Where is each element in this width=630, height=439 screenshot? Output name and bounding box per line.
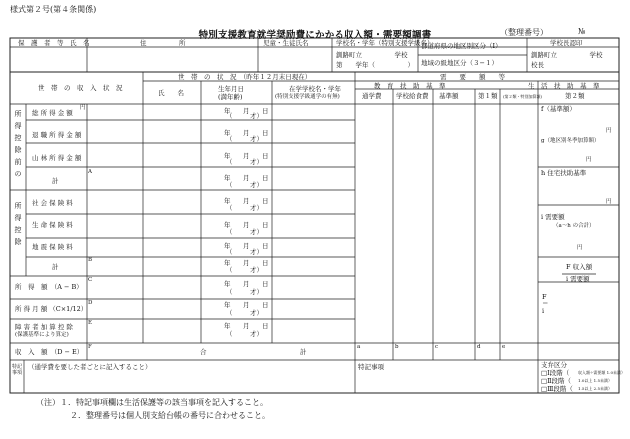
region-grade: 地域の級地区分（３−１）: [421, 59, 498, 67]
frac-equals: ＝: [542, 299, 549, 307]
winter-addition-label: g（地区別冬季加算額）: [541, 138, 600, 144]
school-grade-header: 学校名・学年（特別支援学級名）: [336, 39, 434, 47]
monthly-income-label: 所 得 月 額 （C×1/12）: [15, 305, 88, 313]
guardian-name-header: 保 護 者 等 氏 名: [18, 39, 90, 47]
principal-line2: 校長: [531, 61, 544, 69]
page-title: 特別支援教育就学奨励費にかかる収入額・需要額調書: [198, 30, 432, 41]
support-class-label: 支弁区分: [541, 361, 567, 369]
footnote-1: （注）１．特記事項欄は生活保護等の該当事項を記入すること。: [36, 398, 268, 407]
commute-col: 通学費: [362, 92, 382, 100]
footnote-2: ２．整理番号は個人別支給台帳の番号に合わせること。: [70, 411, 270, 420]
edu-aid-header: 教 育 扶 助 基 準: [374, 82, 446, 90]
ratio-bottom: i 需要額: [566, 275, 590, 283]
yen-f: 円: [606, 128, 612, 134]
second-class-col: 第２類: [565, 92, 585, 100]
yen-mark: 円: [80, 105, 86, 111]
reference-number-label: （整理番号）: [500, 28, 548, 37]
frac-numerator: F: [542, 293, 547, 301]
pre-deduction-group-label: 所得控除前の: [14, 110, 22, 178]
social-ins-label: 社 会 保 険 料: [32, 199, 73, 207]
yen-i: 円: [577, 245, 583, 251]
marker-e: E: [88, 320, 93, 326]
marker-a-upper: A: [88, 169, 92, 175]
marker-b-small: b: [395, 344, 399, 350]
life-ins-label: 生 命 保 険 料: [32, 221, 73, 229]
school-col-header: 在学学校名・学年: [289, 85, 341, 93]
reference-number-mark: №: [578, 27, 586, 36]
marker-e-small: e: [502, 344, 506, 350]
frac-denominator: i: [542, 307, 545, 315]
income-status-header: 世 帯 の 収 入 状 況: [38, 84, 123, 92]
school-col-note: (特別支援学級通学の有無): [275, 94, 340, 100]
marker-d-small: d: [477, 344, 481, 350]
first-class-col: 第１類: [478, 92, 498, 100]
special-notes-label: 特記事項: [358, 363, 384, 371]
disability-note: (保護基準により算定): [15, 332, 69, 338]
quake-ins-label: 地 震 保 険 料: [32, 243, 73, 251]
school-line2: 第 学年（ ）: [336, 61, 414, 69]
demand-amount-note: （a〜h の合計）: [553, 223, 595, 229]
yen-h: 円: [606, 199, 612, 205]
principal-line1: 釧路町立 学校: [531, 51, 603, 59]
form-number: 様式第２号(第４条関係): [10, 5, 97, 14]
demand-header: 需 要 額 等: [440, 73, 505, 81]
age-col-note: (満年齢): [218, 93, 243, 101]
base-amount-label: f（基準額）: [541, 105, 576, 113]
retire-income-label: 退 職 所 得 金 額: [32, 131, 82, 139]
school-lunch-col: 学校給食費: [396, 92, 429, 100]
marker-a: a: [357, 344, 361, 350]
marker-f: F: [88, 344, 92, 350]
disability-label: 障 害 者 加 算 控 除: [15, 323, 73, 331]
base-amount-col: 基準額: [439, 92, 459, 100]
child-name-header: 児童・生徒氏名: [263, 39, 309, 47]
marker-b: B: [88, 257, 93, 263]
birth-col-header: 生年月日: [218, 85, 244, 93]
housing-aid-label: h 住宅扶助基準: [541, 169, 587, 177]
school-line1: 釧路町立 学校: [336, 51, 408, 59]
ratio-top: F 収入額: [566, 263, 593, 271]
forest-income-label: 山 林 所 得 金 額: [32, 154, 82, 162]
subtotal2-label: 計: [52, 263, 59, 271]
marker-c-small: c: [435, 344, 439, 350]
marker-d: D: [88, 300, 93, 306]
sum-label-a: 合: [200, 348, 207, 356]
name-col-header: 氏 名: [158, 89, 184, 97]
total-income-label: 総 所 得 金 額: [32, 109, 73, 117]
deduction-group-label: 所得控除: [14, 202, 22, 246]
income-amount-label: 所 得 額 （A − B）: [15, 283, 83, 291]
household-status-header: 世 帯 の 状 況 （昨年１２月末日現在）: [178, 73, 312, 81]
region-class: 都道府県の地区別区分（Ⅰ）: [421, 42, 502, 50]
address-header: 住 所: [140, 39, 186, 47]
receipt-label: 収 入 額 （D − E）: [15, 348, 84, 356]
footnotes: [36, 396, 270, 422]
sum-label-b: 計: [300, 348, 307, 356]
remarks-note: （通学費を要した者ごとに記入すること）: [28, 363, 152, 371]
marker-c: C: [88, 277, 93, 283]
form-page: 様式第２号(第４条関係) 特別支援教育就学奨励費にかかる収入額・需要額調書 （整理番号） № 保 護 者 等 氏 名 住 所 児童・生徒氏名 学校名・学年（特別支援学級名） 釧路町立 学校 第 学年（ ） 都道府県の地区別区分（Ⅰ） 地域の級地区分（３−１） 学校長認印 釧路町立 学校 校長 世 帯 の 収 入 状 況 世 帯 の 状 況 （昨年１２月末日現在） 需 要 額 等 氏 名 生年月日 (満年齢) 在学学校名・学年 (特別支援学級通学の有無) 教 育 扶 助 基 準 生 活 扶 助 基 準 通学費 学校給食費 基準額 第１類 (第２類・特別加算額) 第２類 所得控除前の 所得控除 総 所 得 金 額 円 退 職 所 得 金 額 山 林 所 得 金 額 計 A 社 会 保 険 料 生 命 保 険 料 地 震 保 険 料 計 B 所 得 額 （A − B） C 所 得 月 額 （C×1/12） D 障 害 者 加 算 控 除 (保護基準により算定) E 収 入 額 （D − E） F 合 計 a b c d e 年 月 日 （ 才） 年 月 日 （ 才） 年 月 日 （ 才） 年 月 日 （ 才） 年 月 日 （ 才） 年 月 日 （ 才） 年 月 日 （ 才） 年 月 日 （ 才） 年 月 日 （ 才） 年 月 日 （ 才） 年 月 日 （ 才） f（基準額） 円 g（地区別冬季加算額） 円 h 住宅扶助基準 円 i 需要額 （a〜h の合計） 円 F 収入額 i 需要額 F ＝ i 特記事項 （通学費を要した者ごとに記入すること） 特記事項 支弁区分 □Ⅰ段階（ 収入額÷需要額 1.0未満） □Ⅱ段階（ 1.0以上 1.5未満） □Ⅲ段階（ 1.5以上 2.5未満） （注）１．特記事項欄は生活保護等の該当事項を記入すること。 ２．整理番号は個人別支給台帳の番号に合わせること。: [0, 0, 630, 439]
life-aid-header: 生 活 扶 助 基 準: [528, 82, 600, 90]
demand-amount-label: i 需要額: [541, 213, 565, 221]
yen-g: 円: [586, 157, 592, 163]
first-class-note: (第２類・特別加算額): [503, 94, 543, 99]
principal-seal-header: 学校長認印: [550, 39, 583, 47]
subtotal1-label: 計: [52, 177, 59, 185]
remarks-side-label: 特記事項: [12, 364, 23, 376]
